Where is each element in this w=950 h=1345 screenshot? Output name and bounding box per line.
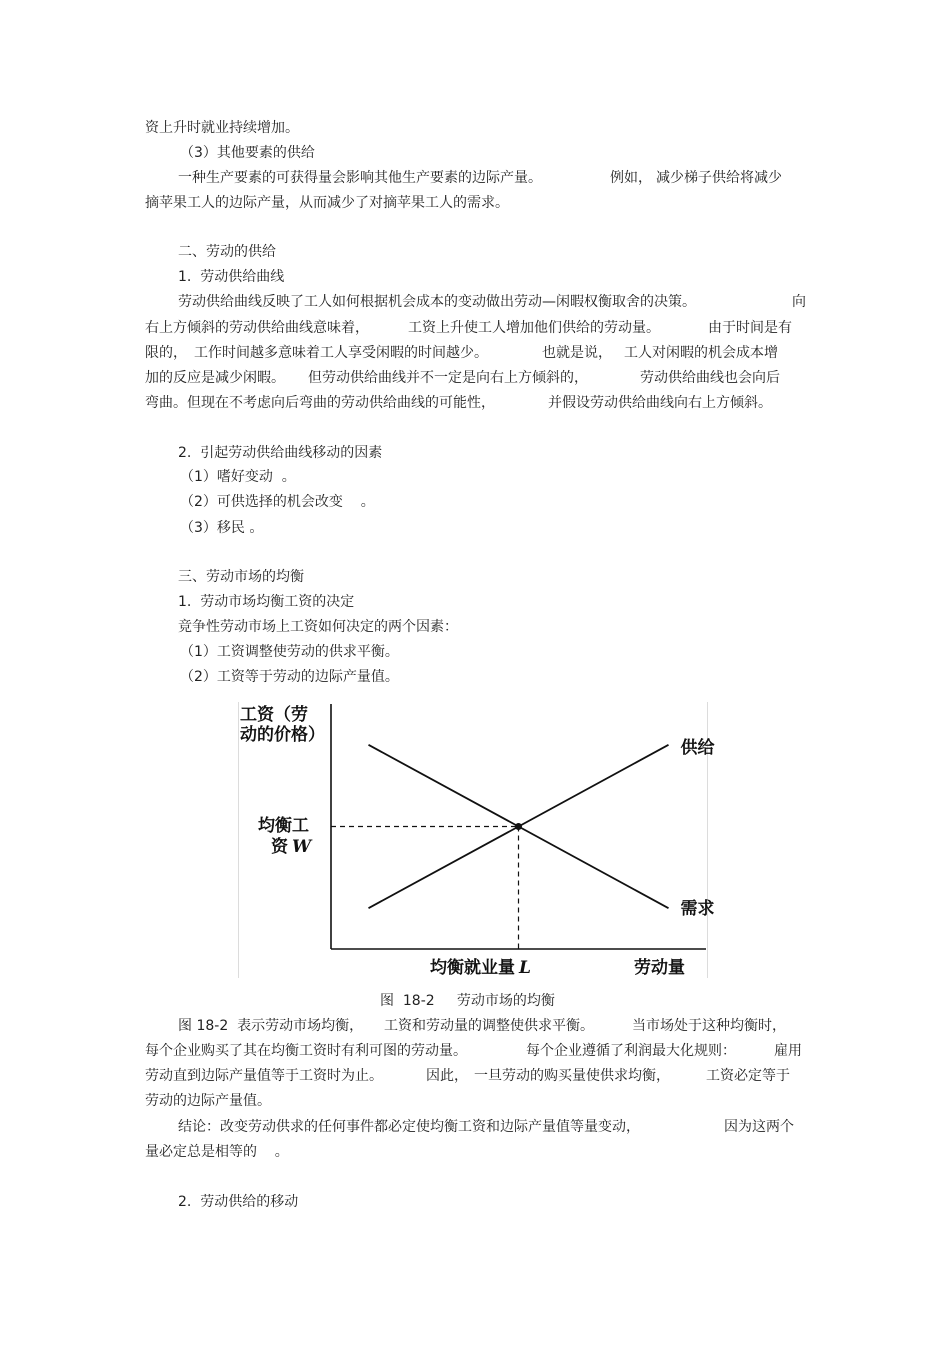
y-axis-label-2: 动的价格） — [240, 725, 325, 745]
eq-qty-label: 均衡就业量 L — [430, 958, 531, 978]
text-line: 一种生产要素的可获得量会影响其他生产要素的边际产量。 — [178, 170, 542, 186]
text-line: 劳动直到边际产量值等于工资时为止。 — [145, 1068, 383, 1084]
text-line: 因此， — [426, 1068, 468, 1084]
subheading: 2. 引起劳动供给曲线移动的因素 — [178, 445, 383, 461]
figure-caption: 图 18-2 劳动市场的均衡 — [380, 993, 555, 1009]
text-line: 竞争性劳动市场上工资如何决定的两个因素： — [178, 619, 458, 635]
list-item: （2）工资等于劳动的边际产量值。 — [180, 669, 399, 685]
text-line: 向 — [792, 294, 806, 310]
text-line: 例如， — [610, 170, 652, 186]
labor-market-chart — [238, 702, 715, 978]
chart-svg — [238, 702, 715, 978]
subheading: 2. 劳动供给的移动 — [178, 1194, 299, 1210]
text-line: 因为这两个 — [724, 1119, 794, 1135]
text-line: 每个企业购买了其在均衡工资时有利可图的劳动量。 — [145, 1043, 467, 1059]
text-line: 量必定总是相等的 。 — [145, 1144, 289, 1160]
subheading: 1. 劳动市场均衡工资的决定 — [178, 594, 355, 610]
equilibrium-point — [515, 823, 522, 830]
text-line: 当市场处于这种均衡时， — [632, 1018, 786, 1034]
list-item: （2）可供选择的机会改变 。 — [180, 494, 375, 510]
subheading: （3）其他要素的供给 — [180, 145, 315, 161]
text-line: 图 18-2 表示劳动市场均衡， — [178, 1018, 364, 1034]
text-line: 限的， — [145, 345, 187, 361]
text-line: 加的反应是减少闲暇。 — [145, 370, 285, 386]
text-line: 右上方倾斜的劳动供给曲线意味着， — [145, 320, 369, 336]
text-line: 工作时间越多意味着工人享受闲暇的时间越少。 — [194, 345, 488, 361]
text-line: 结论：改变劳动供求的任何事件都必定使均衡工资和边际产量值等量变动， — [178, 1119, 640, 1135]
text-line: 减少梯子供给将减少 — [656, 170, 782, 186]
list-item: （3）移民 。 — [180, 520, 264, 536]
text-line: 劳动的边际产量值。 — [145, 1093, 271, 1109]
text-line: 弯曲。但现在不考虑向后弯曲的劳动供给曲线的可能性， — [145, 395, 495, 411]
text-line: 一旦劳动的购买量使供求均衡， — [474, 1068, 670, 1084]
text-line: 工资和劳动量的调整使供求平衡。 — [384, 1018, 594, 1034]
subheading: 1. 劳动供给曲线 — [178, 269, 285, 285]
text-line: 工人对闲暇的机会成本增 — [624, 345, 778, 361]
supply-label: 供给 — [680, 737, 715, 758]
text-line: 每个企业遵循了利润最大化规则： — [526, 1043, 736, 1059]
text-line: 也就是说， — [542, 345, 612, 361]
text-line: 资上升时就业持续增加。 — [145, 120, 299, 136]
text-line: 摘苹果工人的边际产量，从而减少了对摘苹果工人的需求。 — [145, 195, 509, 211]
text-line: 工资上升使工人增加他们供给的劳动量。 — [408, 320, 660, 336]
eq-wage-label-2: 资 W — [271, 837, 312, 857]
text-line: 并假设劳动供给曲线向右上方倾斜。 — [548, 395, 772, 411]
text-line: 由于时间是有 — [708, 320, 792, 336]
text-line: 劳动供给曲线反映了工人如何根据机会成本的变动做出劳动—闲暇权衡取舍的决策。 — [178, 294, 696, 310]
x-axis-label: 劳动量 — [634, 958, 685, 978]
text-line: 工资必定等于 — [706, 1068, 790, 1084]
demand-label: 需求 — [680, 899, 715, 920]
list-item: （1）工资调整使劳动的供求平衡。 — [180, 644, 399, 660]
list-item: （1）嗜好变动 。 — [180, 469, 296, 485]
text-line: 雇用 — [774, 1043, 802, 1059]
section-heading: 二、劳动的供给 — [178, 244, 276, 260]
section-heading: 三、劳动市场的均衡 — [178, 569, 304, 585]
text-line: 但劳动供给曲线并不一定是向右上方倾斜的， — [308, 370, 588, 386]
y-axis-label-1: 工资（劳 — [240, 705, 308, 725]
text-line: 劳动供给曲线也会向后 — [640, 370, 780, 386]
eq-wage-label-1: 均衡工 — [258, 816, 309, 836]
